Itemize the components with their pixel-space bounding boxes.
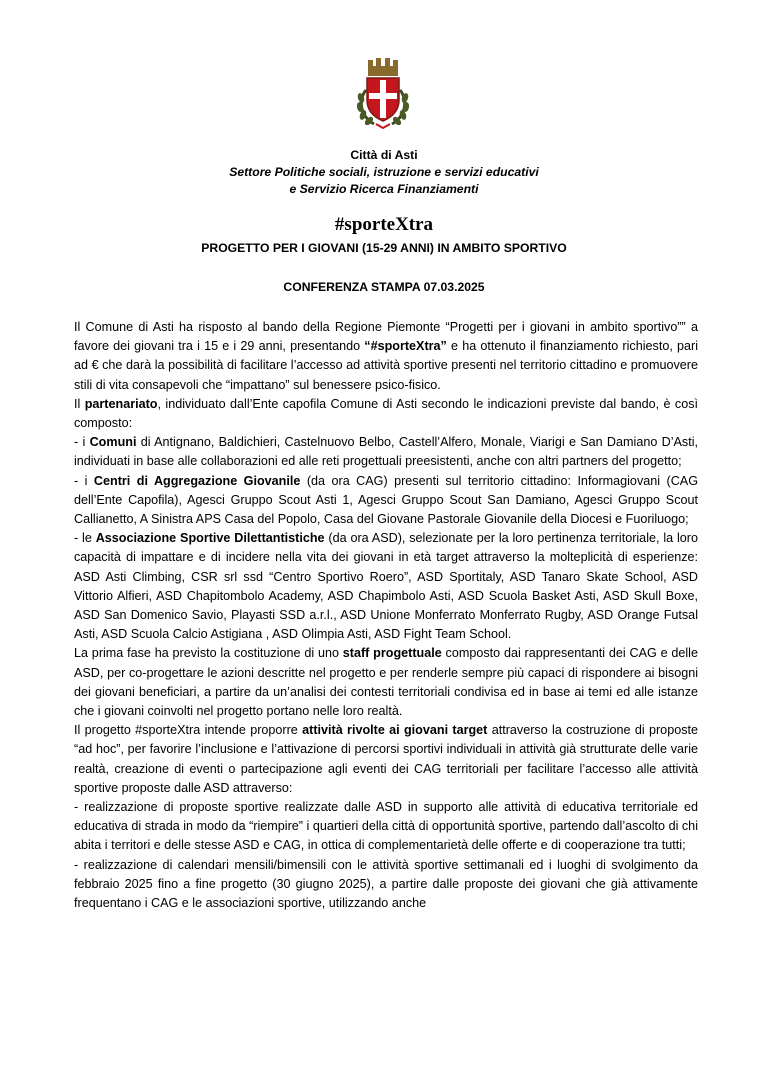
paragraph-calendars: - realizzazione di calendari mensili/bimensili con le attività sportive settimanali ed i luoghi di svolgimento da febbraio 2025 fino a fine progetto (30 giugno 2025), a partire dalle proposte dei giovani che già attivamente frequentano i CAG e le associazioni sportive, utilizzando anche xyxy=(74,857,698,911)
paragraph-municipalities: - i Comuni di Antignano, Baldichieri, Castelnuovo Belbo, Castell’Alfero, Monale, Viarigi e San Damiano D’Asti, individuati in base alle collaborazioni ed alle reti progettuali preesistenti, anche con altri partners del progetto; xyxy=(74,435,698,469)
paragraph-intro: Il Comune di Asti ha risposto al bando della Regione Piemonte “Progetti per i giovani in ambito sportivo”” a favore dei giovani tra i 15 e i 29 anni, presentando “#sporteXtra” e ha ottenuto il finanziamento richiesto, pari ad € che darà la possibilità di facilitare l’accesso ad attività sportive presenti nel territorio cittadino e promuovere stili di vita consapevoli che “impattano” sul benessere psico-fisico. xyxy=(74,320,698,392)
paragraph-youth-centers: - i Centri di Aggregazione Giovanile (da ora CAG) presenti sul territorio cittadino: Informagiovani (CAG dell’Ente Capofila), Agesci Gruppo Scout Asti 1, Agesci Gruppo Scout San Damiano, Agesci Gruppo Scout Callianetto, A Sinistra APS Casa del Popolo, Casa del Giovane Pastorale Giovanile della Diocesi e Fuoriluogo; xyxy=(74,473,698,527)
city-coat-of-arms-emblem xyxy=(352,56,414,130)
paragraph-project-staff: La prima fase ha previsto la costituzione di uno staff progettuale composto dai rappresentanti dei CAG e delle ASD, per co-progettare le azioni descritte nel progetto e per renderle sempre più capaci di rispondere ai bisogni dei giovani beneficiari, a partire da un’analisi dei contesti territoriali condivisa ed in base ai temi ed alle istanze che i giovani coinvolti nel progetto portano nelle loro realtà. xyxy=(74,646,698,719)
paragraph-target-activities: Il progetto #sporteXtra intende proporre attività rivolte ai giovani target attraverso la costruzione di proposte “ad hoc”, per favorire l’inclusione e l’attivazione di percorsi sportivi individuali in attività già strutturate delle varie realtà, creazione di eventi o partecipazione agli eventi dei CAG territoriali per facilitare l’accesso alle attività sportive proposte dalle ASD attraverso: xyxy=(74,723,698,795)
city-name: Città di Asti xyxy=(350,148,418,162)
press-conference-heading: CONFERENZA STAMPA 07.03.2025 xyxy=(283,280,485,294)
document-body xyxy=(74,318,698,913)
project-subtitle: PROGETTO PER I GIOVANI (15-29 ANNI) IN AMBITO SPORTIVO xyxy=(201,241,567,255)
sector-line-2: e Servizio Ricerca Finanziamenti xyxy=(289,182,479,196)
paragraph-sports-associations: - le Associazione Sportive Dilettantistiche (da ora ASD), selezionate per la loro pertinenza territoriale, la loro capacità di impattare e di incidere nella vita dei giovani in età target attraverso la molteplicità di esperienze: ASD Asti Climbing, CSR srl ssd “Centro Sportivo Roero”, ASD Sportitaly, ASD Tanaro Skate School, ASD Vittorio Alfieri, ASD Chapitombolo Academy, ASD Chapimbolo Asti, ASD Scuola Basket Asti, ASD Skull Boxe, ASD San Domenico Savio, Playasti SSD a.r.l., ASD Unione Monferrato Monferrato Rugby, ASD Orange Futsal Asti, ASD Scuola Calcio Astigiana , ASD Olimpia Asti, ASD Fight Team School. xyxy=(74,531,698,642)
project-title: #sporteXtra xyxy=(334,214,434,235)
paragraph-sport-proposals: - realizzazione di proposte sportive realizzate dalle ASD in supporto alle attività di educativa territoriale ed educativa di strada in modo da “riempire” i quartieri della città di opportunità sportive, partendo dall’ascolto di chi abita i territori e delle stesse ASD e CAG, in ottica di complementarietà delle offerte e di cooperazione tra tutti; xyxy=(74,800,698,853)
paragraph-partnership: Il partenariato, individuato dall’Ente capofila Comune di Asti secondo le indicazioni previste dal bando, è così composto: xyxy=(74,396,698,431)
sector-line-1: Settore Politiche sociali, istruzione e servizi educativi xyxy=(229,165,539,179)
